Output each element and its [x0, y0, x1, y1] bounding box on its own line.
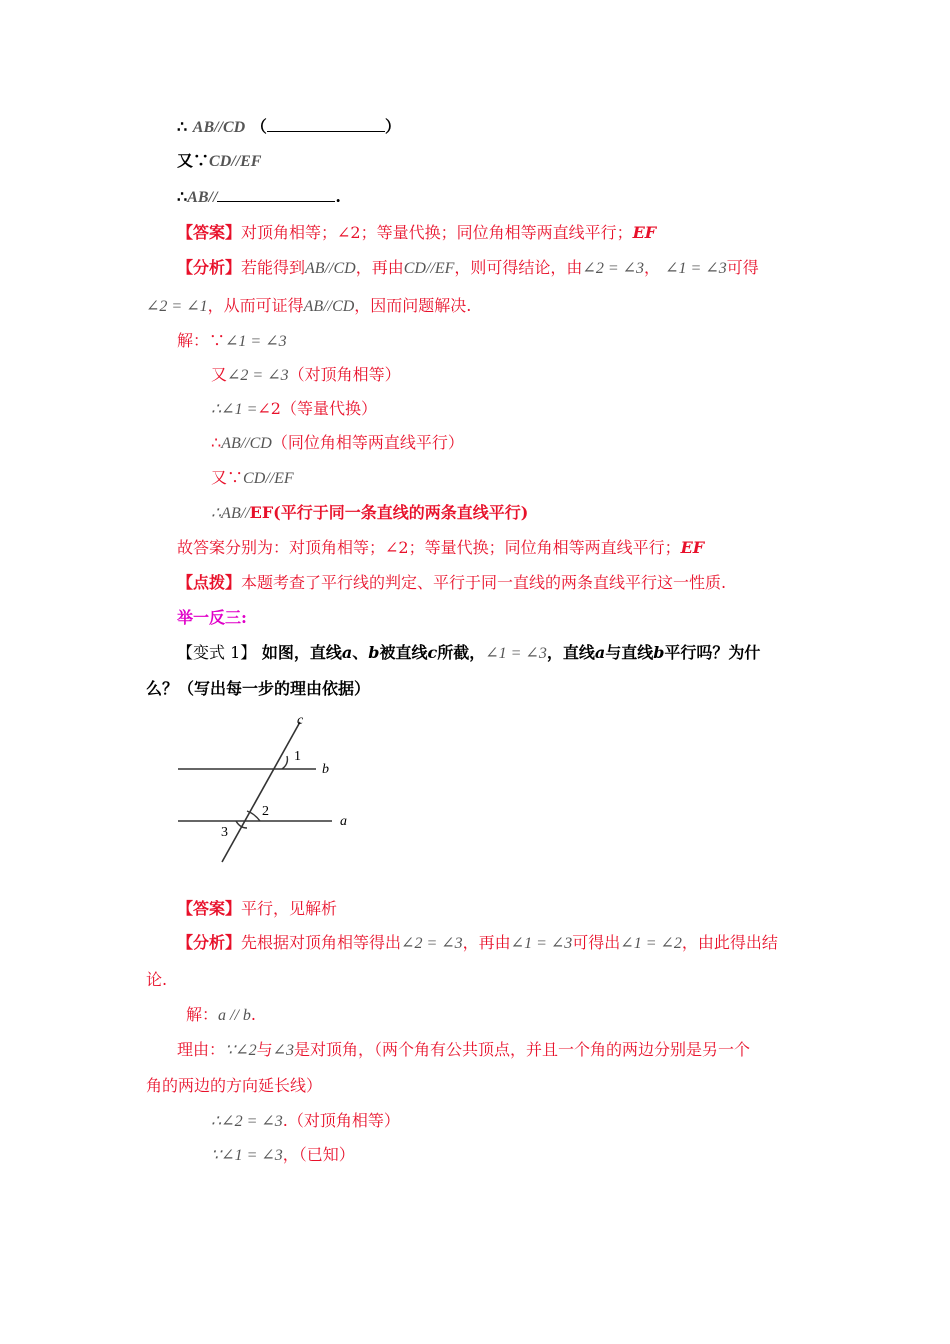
- math-ab-parallel-cd: AB//CD: [192, 119, 246, 136]
- fill-blank-2[interactable]: [217, 201, 335, 202]
- analysis-tag: 【分析】: [177, 258, 242, 277]
- solution-2-line-2: 理由：∵∠2与∠3是对顶角，（两个角有公共顶点，并且一个角的两边分别是另一个: [177, 1040, 751, 1059]
- solution-1-line-4: ∴AB//CD（同位角相等两直线平行）: [211, 433, 464, 452]
- tip-tag: 【点拨】: [177, 573, 242, 592]
- fill-blank-1[interactable]: [267, 131, 385, 132]
- answer-1: 【答案】对顶角相等；∠2；等量代换；同位角相等两直线平行；EF: [177, 223, 657, 242]
- label-b: b: [322, 762, 329, 777]
- conclusion-1: 故答案分别为：对顶角相等；∠2；等量代换；同位角相等两直线平行；EF: [177, 538, 705, 557]
- analysis-tag: 【分析】: [177, 933, 242, 952]
- solution-2-line-4: ∴∠2 = ∠3.（对顶角相等）: [211, 1111, 400, 1130]
- label-angle-3: 3: [221, 825, 228, 840]
- step-line-3: ∴AB// .: [177, 187, 341, 206]
- solution-1-line-6: ∴AB//EF(平行于同一条直线的两条直线平行): [211, 503, 529, 522]
- angle-1-arc: [282, 756, 287, 769]
- analysis-1-line-1: 【分析】若能得到AB//CD，再由CD//EF，则可得结论，由∠2 = ∠3， ∠1 = ∠3可得: [177, 258, 759, 277]
- variant-tag: 【变式 1】: [177, 643, 257, 662]
- solution-1-line-5: 又∵CD//EF: [211, 468, 294, 487]
- answer-tag: 【答案】: [177, 223, 242, 242]
- practice-heading: 举一反三:: [177, 608, 247, 627]
- variant-1-line-2: 么？（写出每一步的理由依据）: [146, 679, 371, 698]
- solution-2-line-1: 解：a // b.: [186, 1005, 256, 1024]
- math-cd-parallel-ef: CD//EF: [209, 153, 262, 170]
- parallel-lines-figure: [170, 712, 360, 867]
- analysis-1-line-2: ∠2 = ∠1，从而可证得AB//CD，因而问题解决.: [146, 296, 472, 315]
- label-angle-2: 2: [262, 804, 269, 819]
- label-angle-1: 1: [294, 749, 301, 764]
- solution-2-line-5: ∵∠1 = ∠3，（已知）: [211, 1145, 355, 1164]
- tip-1: 【点拨】本题考查了平行线的判定、平行于同一直线的两条直线平行这一性质.: [177, 573, 727, 592]
- therefore-symbol: ∴: [177, 117, 188, 136]
- answer-2: 【答案】平行，见解析: [177, 899, 338, 918]
- variant-1-line-1: 【变式 1】 如图，直线a、b被直线c所截，∠1 = ∠3，直线a与直线b平行吗？为什: [177, 643, 761, 662]
- label-c: c: [297, 713, 304, 728]
- analysis-2-line-1: 【分析】先根据对顶角相等得出∠2 = ∠3，再由∠1 = ∠3可得出∠1 = ∠2，由此得出结: [177, 933, 778, 952]
- step-line-1: ∴ AB//CD （ ）: [177, 117, 401, 136]
- label-a: a: [340, 814, 347, 829]
- solution-1-line-1: 解：∵∠1 = ∠3: [177, 331, 287, 350]
- solution-1-line-3: ∴∠1 =∠2（等量代换）: [211, 399, 377, 418]
- angle-2-arc: [247, 811, 260, 821]
- line-c: [222, 722, 300, 862]
- angle-3-arc: [236, 821, 247, 828]
- step-line-2: 又∵CD//EF: [177, 151, 262, 170]
- answer-tag: 【答案】: [177, 899, 242, 918]
- analysis-2-line-2: 论.: [146, 970, 168, 989]
- solution-2-line-3: 角的两边的方向延长线）: [146, 1076, 323, 1095]
- solution-1-line-2: 又∠2 = ∠3（对顶角相等）: [211, 365, 401, 384]
